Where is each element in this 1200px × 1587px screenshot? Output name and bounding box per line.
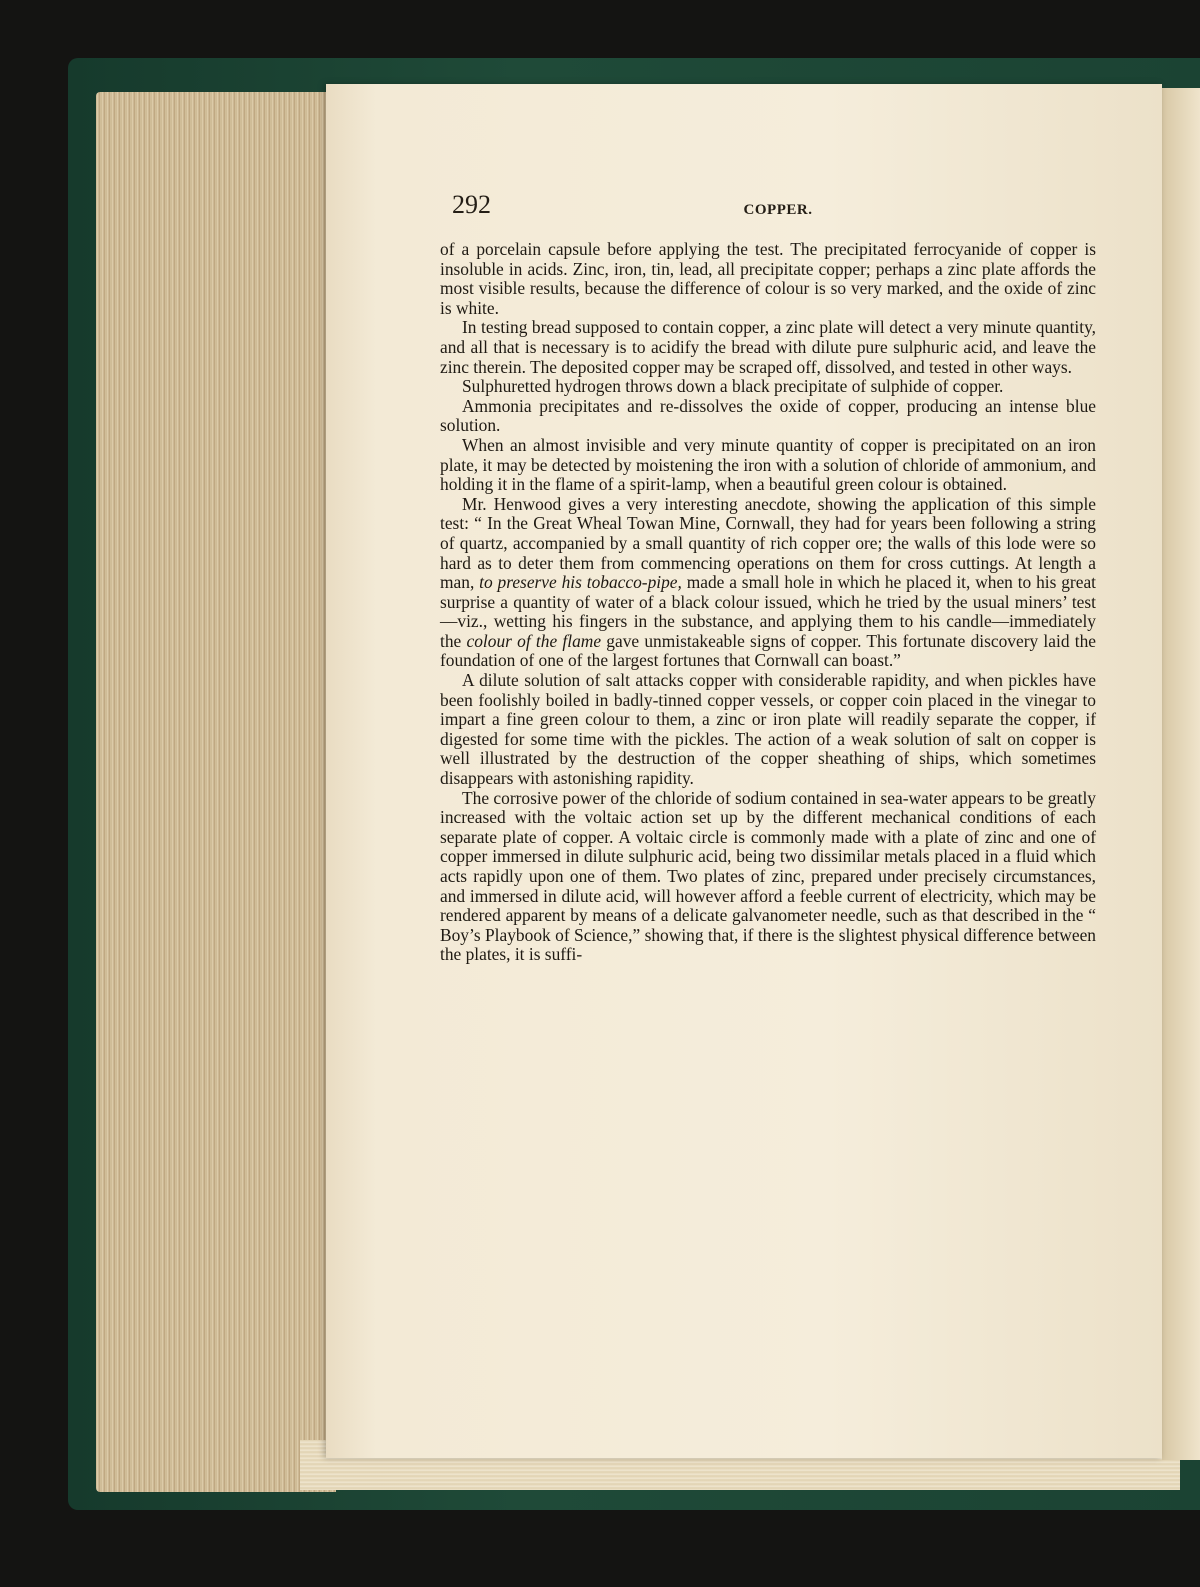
paragraph	[440, 240, 1096, 318]
paragraph	[440, 397, 1096, 436]
paragraph	[440, 377, 1096, 397]
paragraph-text: A dilute solution of salt attacks copper with considerable rapidity, and when pickles have been foolishly boiled in badly-tinned copper vessels, or copper coin placed in the vinegar to impart a fine green colour to them, a zinc or iron plate will readily separate the copper, if digested for some time with the pickles. The action of a weak solution of salt on copper is well illustrated by the destruction of the copper sheathing of ships, which sometimes disappears with astonishing rapidity.	[440, 670, 1096, 789]
paragraph-text: Ammonia precipitates and re-dissolves the oxide of copper, producing an intense blue solution.	[440, 395, 1096, 436]
italic-text: to preserve his tobacco-pipe,	[479, 572, 682, 593]
paragraph-text: In testing bread supposed to contain copper, a zinc plate will detect a very minute quantity, and all that is necessary is to acidify the bread with dilute pure sulphuric acid, and leave the zinc therein. The deposited copper may be scraped off, dissolved, and tested in other ways.	[440, 317, 1096, 377]
paragraph-text: of a porcelain capsule before applying the test. The precipitated ferrocyanide of copper is insoluble in acids. Zinc, iron, tin, lead, all precipitate copper; perhaps a zinc plate affords the most visible results, because the difference of colour is so very marked, and the oxide of zinc is white.	[440, 239, 1096, 318]
paragraph	[440, 495, 1096, 671]
paragraph-text: Sulphuretted hydrogen throws down a black precipitate of sulphide of copper.	[462, 376, 1004, 397]
running-head	[452, 190, 1104, 230]
page-title: COPPER.	[743, 202, 813, 218]
paragraph-text: made a small hole in which he placed it, when to his great surprise a quantity of water of a black colour issued, which he tried by the usual miners’ test—viz., wetting his fingers in the substance, and applying them to his candle—immediately the	[440, 572, 1096, 651]
page-edges	[96, 92, 336, 1492]
paragraph	[440, 789, 1096, 965]
body-text	[440, 240, 1096, 965]
page-number: 292	[452, 190, 491, 219]
paragraph	[440, 671, 1096, 789]
paragraph-text: The corrosive power of the chloride of sodium contained in sea-water appears to be greatly increased with the voltaic action set up by the different mechanical conditions of each separate plate of copper. A voltaic circle is commonly made with a plate of zinc and one of copper immersed in dilute sulphuric acid, being two dissimilar metals placed in a fluid which acts rapidly upon one of them. Two plates of zinc, prepared under precisely circumstances, and immersed in dilute acid, will however afford a feeble current of electricity, which may be rendered apparent by means of a delicate galvanometer needle, such as that described in the “ Boy’s Playbook of Science,” showing that, if there is the slightest physical difference between the plates, it is suffi-	[440, 787, 1096, 965]
paragraph-text: Mr. Henwood gives a very interesting anecdote, showing the application of this simple test: “ In the Great Wheal Towan Mine, Cornwall, they had for years been following a string of quartz, accompanied by a small quantity of rich copper ore; the walls of this lode were so hard as to deter them from commencing operations on them for cross cuttings. At length a man,	[440, 493, 1096, 593]
paragraph	[440, 318, 1096, 377]
paragraph-text: gave unmistakeable signs of copper. This fortunate discovery laid the foundation of one of the largest fortunes that Cornwall can boast.”	[440, 630, 1097, 671]
facing-page-edge	[1162, 88, 1200, 1460]
italic-text: colour of the flame	[466, 630, 602, 651]
paragraph	[440, 436, 1096, 495]
paragraph-text: When an almost invisible and very minute quantity of copper is precipitated on an iron plate, it may be detected by moistening the iron with a solution of chloride of ammonium, and holding it in the flame of a spirit-lamp, when a beautiful green colour is obtained.	[440, 434, 1096, 495]
